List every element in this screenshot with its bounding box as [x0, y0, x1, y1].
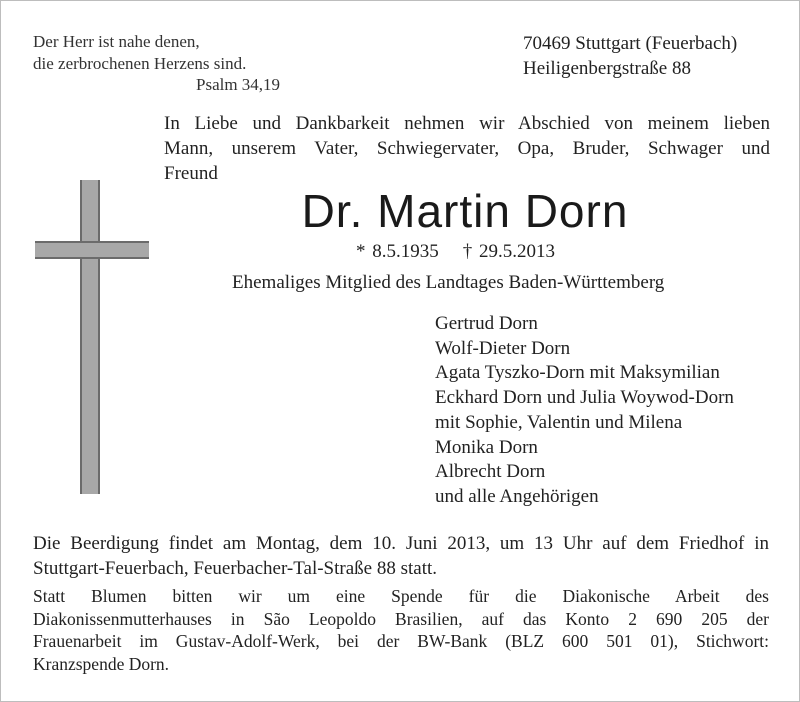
deceased-role: Ehemaliges Mitglied des Landtages Baden-Württemberg	[232, 272, 665, 293]
mourner-item: und alle Angehörigen	[435, 485, 599, 507]
mourner-item: Albrecht Dorn	[435, 461, 546, 483]
donation-line-3: Frauenarbeit im Gustav-Adolf-Werk, bei der BW-Bank (BLZ 600 501 01), Stichwort:	[33, 631, 769, 651]
deceased-name: Dr. Martin Dorn	[301, 185, 629, 237]
psalm-quote	[33, 31, 246, 75]
psalm-line-2: die zerbrochenen Herzens sind.	[33, 54, 247, 73]
address-street: Heiligenbergstraße 88	[523, 58, 691, 79]
funeral-info	[33, 531, 769, 581]
address-block	[523, 31, 737, 81]
death-date: † 29.5.2013	[462, 241, 555, 262]
mourner-item: mit Sophie, Valentin und Milena	[435, 411, 683, 433]
donation-line-1: Statt Blumen bitten wir um eine Spende für die Diakonische Arbeit des	[33, 586, 769, 606]
birth-date: * 8.5.1935	[356, 241, 439, 262]
donation-info	[33, 585, 769, 675]
intro-line-3: Freund	[164, 163, 218, 184]
mourner-item: Gertrud Dorn	[435, 313, 538, 334]
psalm-reference: Psalm 34,19	[196, 75, 281, 94]
funeral-line-2: Stuttgart-Feuerbach, Feuerbacher-Tal-Straße 88 statt.	[33, 558, 438, 579]
address-city: 70469 Stuttgart (Feuerbach)	[523, 33, 738, 54]
mourner-item: Wolf-Dieter Dorn	[435, 337, 571, 359]
life-dates	[356, 241, 555, 263]
intro-line-2: Mann, unserem Vater, Schwiegervater, Opa, Bruder, Schwager und	[164, 138, 770, 159]
funeral-line-1: Die Beerdigung findet am Montag, dem 10. Juni 2013, um 13 Uhr auf dem Friedhof in	[33, 533, 769, 554]
mourner-item: Agata Tyszko-Dorn mit Maksymilian	[435, 362, 720, 384]
cross-bar	[35, 241, 149, 259]
intro-text	[164, 111, 770, 186]
psalm-line-1: Der Herr ist nahe denen,	[33, 32, 200, 51]
donation-line-4: Kranzspende Dorn.	[33, 653, 170, 674]
mourner-item: Monika Dorn	[435, 436, 538, 458]
mourner-item: Eckhard Dorn und Julia Woywod-Dorn	[435, 387, 734, 409]
donation-line-2: Diakonissenmutterhauses in São Leopoldo Brasilien, auf das Konto 2 690 205 der	[33, 608, 769, 629]
intro-line-1: In Liebe und Dankbarkeit nehmen wir Abschied von meinem lieben	[164, 113, 770, 134]
mourners-list	[435, 312, 734, 510]
